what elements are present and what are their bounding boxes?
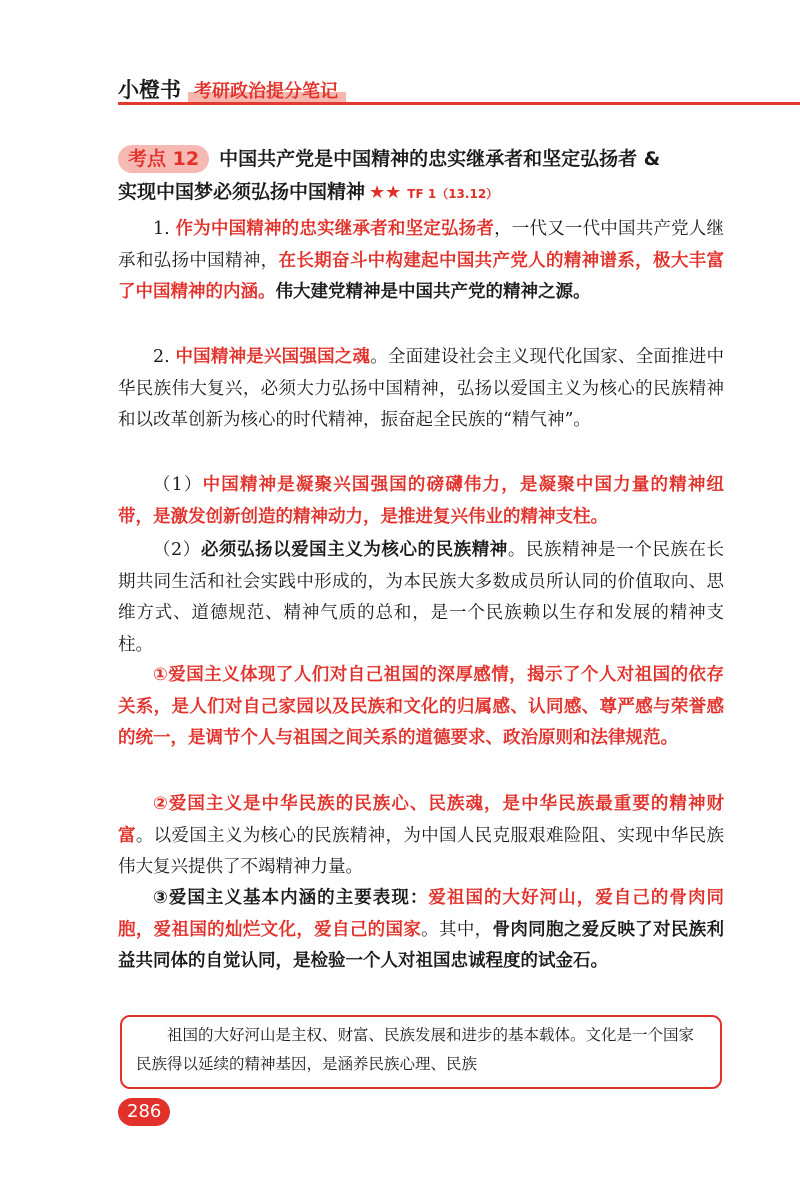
p5-red-1: ①爱国主义体现了人们对自己祖国的深厚感情，揭示了个人对祖国的依存关系，是人们对自己家园以及民族和文化的归属感、认同感、尊严感与荣誉感的统一，是调节个人与祖国之间关系的道德要求、政治原则和法律规范。 xyxy=(118,665,724,748)
p4-number: （2） xyxy=(153,540,201,560)
p1-bold-1: 伟大建党精神是中国共产党的精神之源。 xyxy=(275,282,591,302)
p1-red-1: 作为中国精神的忠实继承者和坚定弘扬者 xyxy=(175,219,495,239)
exam-frequency: TF 1（13.12） xyxy=(407,187,499,201)
p3-number: （1） xyxy=(153,475,203,495)
p7-text-1: 。其中， xyxy=(421,919,493,940)
p1-text-1: ，一代又一代中国共产党人继承和弘扬中国精神， xyxy=(118,219,725,271)
p2-red-1: 中国精神是兴国强国之魂 xyxy=(175,347,371,367)
paragraph-4 xyxy=(118,535,724,661)
note-box: 祖国的大好河山是主权、财富、民族发展和进步的基本载体。文化是一个国家民族得以延续的精神基因，是涵养民族心理、民族 xyxy=(120,1015,722,1089)
p6-red-1: ②爱国主义是中华民族的民族心、民族魂，是中华民族最重要的精神财富 xyxy=(118,794,724,846)
p7-red-1: 爱祖国的大好河山，爱自己的骨肉同胞，爱祖国的灿烂文化，爱自己的国家 xyxy=(118,888,724,940)
paragraph-3 xyxy=(118,470,724,533)
p6-text-1: 。以爱国主义为核心的民族精神，为中国人民克服艰难险阻、实现中华民族伟大复兴提供了不竭精神力量。 xyxy=(118,825,725,877)
p7-bold-2: 骨肉同胞之爱反映了对民族利益共同体的自觉认同，是检验一个人对祖国忠诚程度的试金石。 xyxy=(118,919,725,971)
p2-number: 2. xyxy=(153,347,176,367)
paragraph-5 xyxy=(118,660,724,755)
paragraph-7 xyxy=(118,883,724,978)
page-header xyxy=(118,72,800,106)
star-rating-icon: ★★ xyxy=(369,182,402,203)
topic-title-line2: 实现中国梦必须弘扬中国精神 xyxy=(118,181,366,203)
p1-number: 1. xyxy=(153,219,176,239)
page-number: 286 xyxy=(118,1098,170,1126)
topic-heading xyxy=(118,143,730,211)
paragraph-2 xyxy=(118,342,724,437)
topic-badge: 考点 12 xyxy=(118,145,209,173)
p2-text-1: 。全面建设社会主义现代化国家、全面推进中华民族伟大复兴，必须大力弘扬中国精神，弘扬以爱国主义为核心的民族精神和以改革创新为核心的时代精神，振奋起全民族的“精气神”。 xyxy=(118,347,725,430)
header-divider xyxy=(118,102,800,105)
paragraph-1 xyxy=(118,214,724,309)
paragraph-6 xyxy=(118,789,724,884)
p1-red-2: 在长期奋斗中构建起中国共产党人的精神谱系，极大丰富了中国精神的内涵。 xyxy=(118,250,724,302)
p4-text-1: 。民族精神是一个民族在长期共同生活和社会实践中形成的，为本民族大多数成员所认同的价值取向、思维方式、道德规范、精神气质的总和，是一个民族赖以生存和发展的精神支柱。 xyxy=(118,540,725,655)
p7-bold-1: ③爱国主义基本内涵的主要表现： xyxy=(153,888,429,908)
topic-title-line1: 中国共产党是中国精神的忠实继承者和坚定弘扬者 & xyxy=(219,148,661,170)
brand-title: 小橙书 xyxy=(118,78,181,102)
brand-subtitle: 考研政治提分笔记 xyxy=(188,76,346,105)
p4-bold-1: 必须弘扬以爱国主义为核心的民族精神 xyxy=(200,540,508,560)
p3-red-1: 中国精神是凝聚兴国强国的磅礴伟力，是凝聚中国力量的精神纽带，是激发创新创造的精神动力，是推进复兴伟业的精神支柱。 xyxy=(118,475,724,527)
